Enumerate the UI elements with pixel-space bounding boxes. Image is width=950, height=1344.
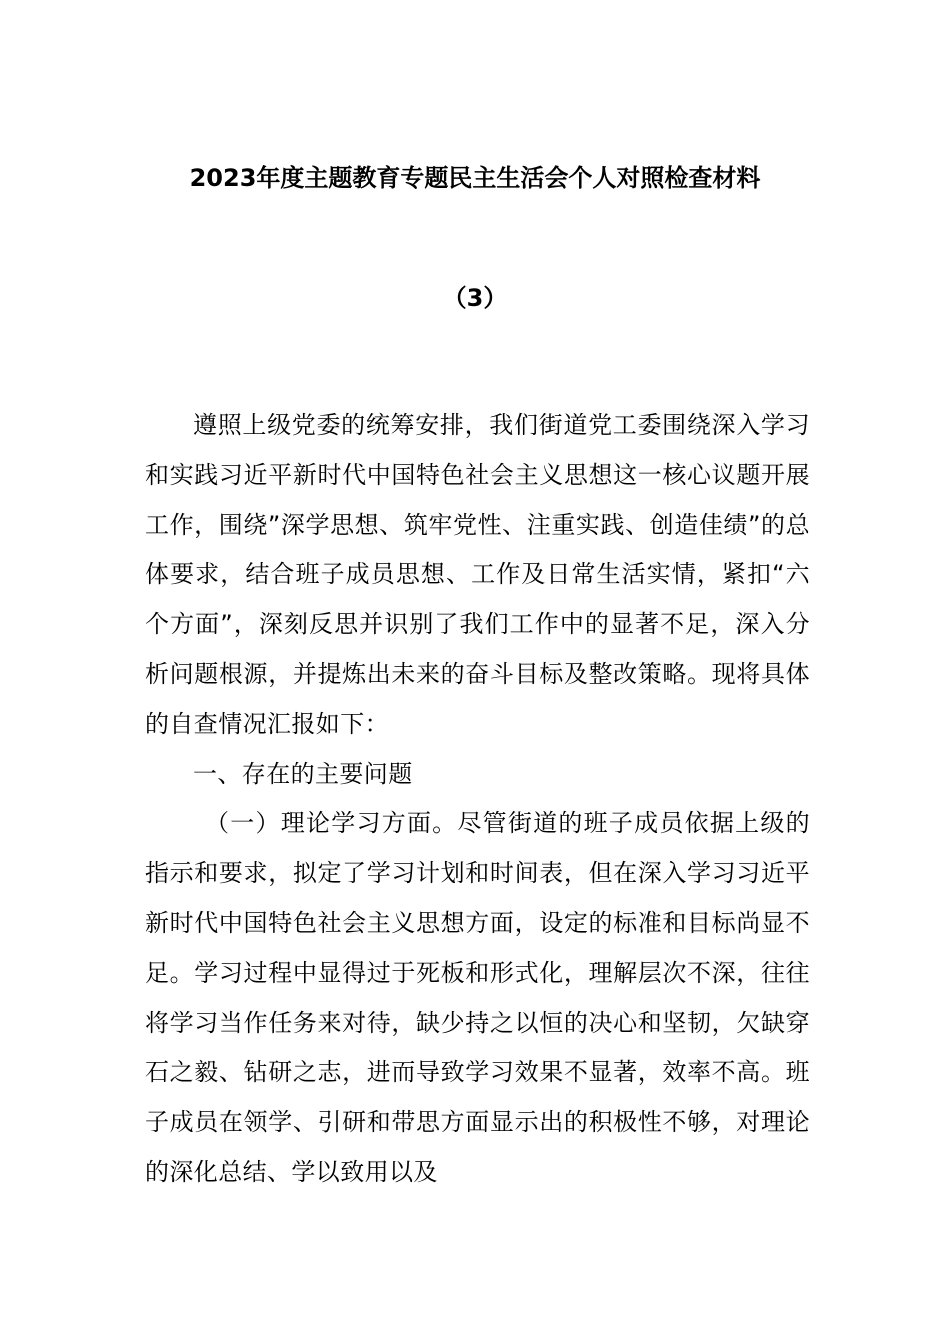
section-heading: 一、存在的主要问题 [193, 759, 413, 788]
document-title: 2023年度主题教育专题民主生活会个人对照检查材料 [189, 164, 761, 192]
document-subtitle-number: （3） [442, 284, 508, 312]
document-body [145, 401, 810, 1198]
intro-paragraph: 遵照上级党委的统筹安排，我们街道党工委围绕深入学习和实践习近平新时代中国特色社会主义思想这一核心议题开展工作，围绕”深学思想、筑牢党性、注重实践、创造佳绩”的总体要求，结合班子成员思想、工作及日常生活实情，紧扣“六个方面”，深刻反思并识别了我们工作中的显著不足，深入分析问题根源，并提炼出未来的奋斗目标及整改策略。现将具体的自查情况汇报如下： [145, 411, 810, 738]
subsection-paragraph: （一）理论学习方面。尽管街道的班子成员依据上级的指示和要求，拟定了学习计划和时间表，但在深入学习习近平新时代中国特色社会主义思想方面，设定的标准和目标尚显不足。学习过程中显得过于死板和形式化，理解层次不深，往往将学习当作任务来对待，缺少持之以恒的决心和坚韧，欠缺穿石之毅、钻研之志，进而导致学习效果不显著，效率不高。班子成员在领学、引研和带思方面显示出的积极性不够，对理论的深化总结、学以致用以及 [145, 809, 810, 1186]
